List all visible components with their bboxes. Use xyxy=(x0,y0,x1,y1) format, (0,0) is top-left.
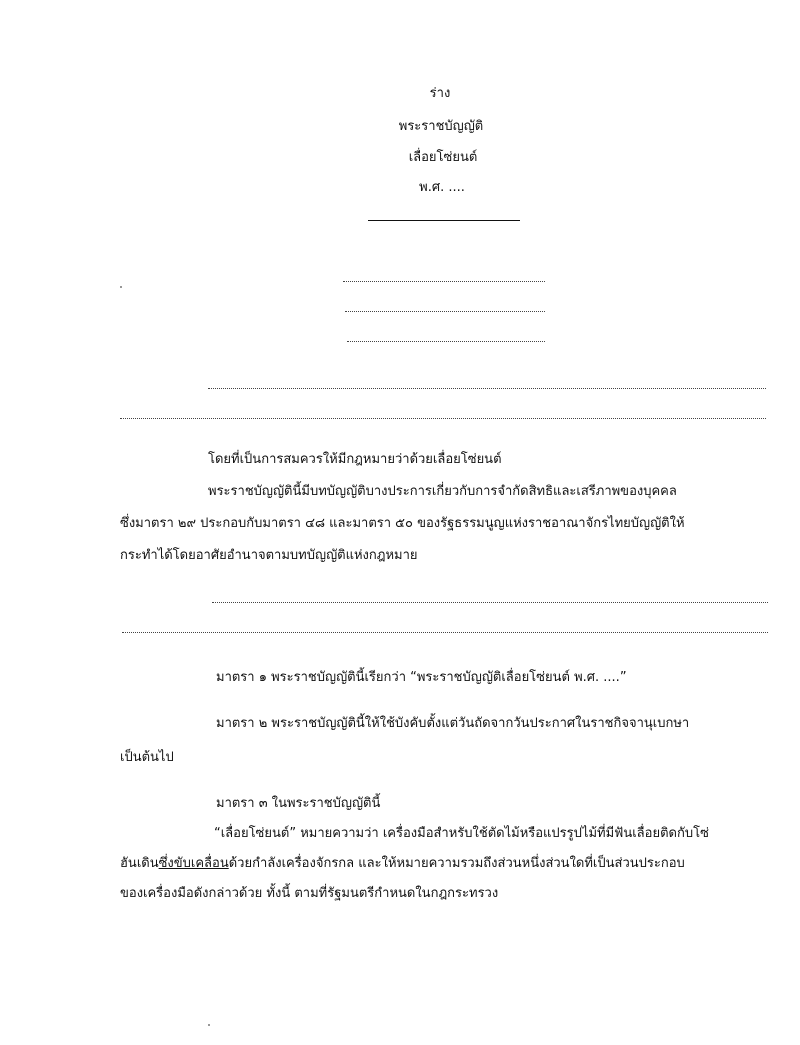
dotted-line xyxy=(343,281,545,282)
definition-text: ด้วยกำลังเครื่องจักรกล และให้หมายความรวมถึงส่วนหนึ่งส่วนใดที่เป็นส่วนประกอบ xyxy=(228,856,685,871)
act-label: พระราชบัญญัติ xyxy=(398,119,484,134)
preamble-note: พระราชบัญญัตินี้มีบทบัญญัติบางประการเกี่ยวกับการจำกัดสิทธิและเสรีภาพของบุคคล xyxy=(208,484,677,499)
section-3-definition xyxy=(120,856,685,872)
definition-underlined-text: ซึ่งขับเคลื่อน xyxy=(158,856,229,871)
dotted-line xyxy=(208,388,766,389)
section-3-heading: มาตรา ๓ ในพระราชบัญญัตินี้ xyxy=(216,796,381,811)
preamble-note: กระทำได้โดยอาศัยอำนาจตามบทบัญญัติแห่งกฎหมาย xyxy=(120,548,418,563)
act-year: พ.ศ. .... xyxy=(419,180,465,195)
section-2: มาตรา ๒ พระราชบัญญัตินี้ให้ใช้บังคับตั้งแต่วันถัดจากวันประกาศในราชกิจจานุเบกษา xyxy=(216,716,690,731)
section-3-definition: “เลื่อยโซ่ยนต์” หมายความว่า เครื่องมือสำหรับใช้ตัดไม้หรือแปรรูปไม้ที่มีฟันเลื่อยติดกับโซ่ xyxy=(214,826,709,841)
preamble-reason: โดยที่เป็นการสมควรให้มีกฎหมายว่าด้วยเลื่อยโซ่ยนต์ xyxy=(208,452,502,467)
dotted-line xyxy=(347,341,545,342)
draft-label: ร่าง xyxy=(429,86,451,101)
definition-struck-text: ฮันเดิน xyxy=(120,856,159,871)
preamble-note: ซึ่งมาตรา ๒๙ ประกอบกับมาตรา ๔๘ และมาตรา ๕๐ ของรัฐธรรมนูญแห่งราชอาณาจักรไทยบัญญัติให้ xyxy=(120,516,685,531)
dotted-line xyxy=(345,311,545,312)
scan-speck xyxy=(208,1024,210,1026)
dotted-line xyxy=(212,602,768,603)
section-1: มาตรา ๑ พระราชบัญญัตินี้เรียกว่า “พระราชบัญญัติเลื่อยโซ่ยนต์ พ.ศ. ....” xyxy=(216,670,627,685)
title-rule xyxy=(368,220,520,221)
section-3-definition: ของเครื่องมือดังกล่าวด้วย ทั้งนี้ ตามที่รัฐมนตรีกำหนดในกฎกระทรวง xyxy=(120,886,499,901)
section-2-continued: เป็นต้นไป xyxy=(120,750,174,765)
act-name: เลื่อยโซ่ยนต์ xyxy=(408,150,478,165)
scan-speck xyxy=(120,286,122,288)
dotted-line xyxy=(120,418,766,419)
dotted-line xyxy=(122,632,768,633)
